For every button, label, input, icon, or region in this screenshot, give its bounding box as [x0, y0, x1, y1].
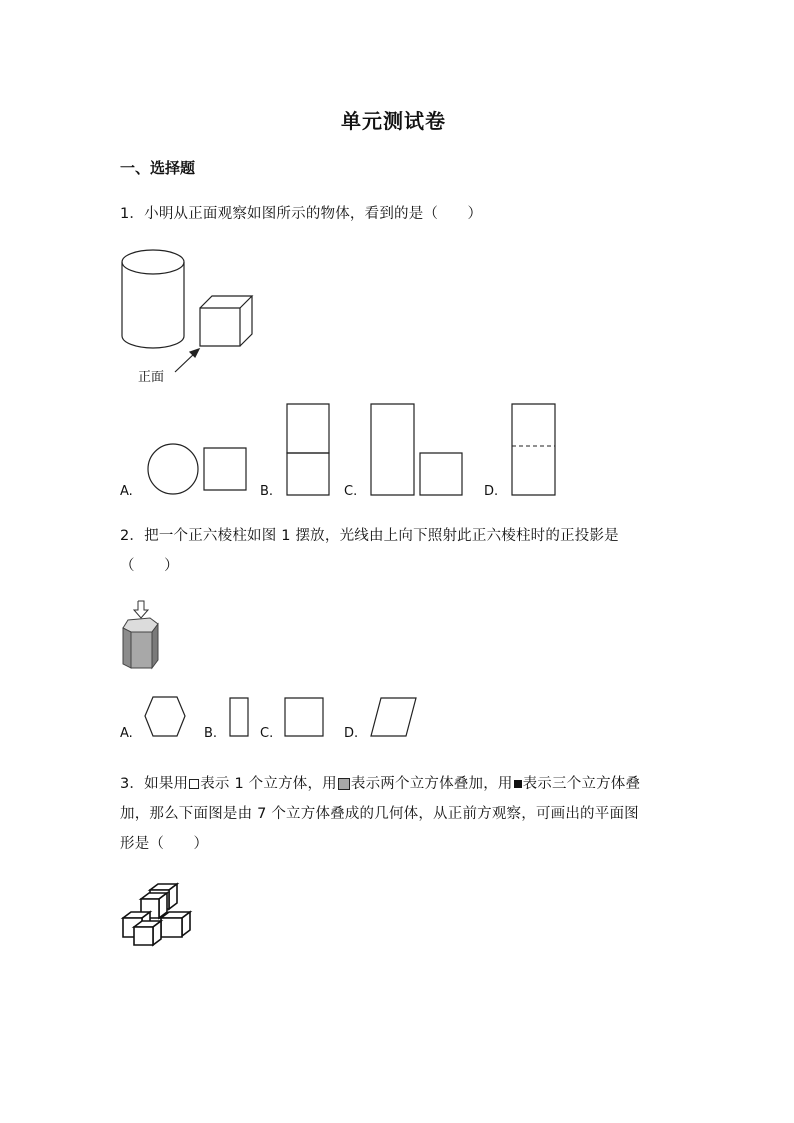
q3-text-a: 3．如果用 — [120, 776, 189, 792]
question-3-line-3: 形是（ ） — [120, 836, 209, 852]
question-3-line-2: 加，那么下面图是由 7 个立方体叠成的几何体，从正前方观察，可画出的平面图 — [120, 806, 639, 822]
q3-text-c: 表示两个立方体叠加，用 — [350, 776, 513, 792]
q3-text-b: 表示 1 个立方体，用 — [200, 776, 337, 792]
question-2-line-2: （ ） — [120, 558, 179, 574]
q1-option-c-label: C. — [344, 484, 358, 499]
q2-option-d-label: D. — [344, 726, 359, 741]
question-1-text: 1．小明从正面观察如图所示的物体，看到的是（ ） — [120, 206, 483, 222]
q1-option-a-label: A. — [120, 484, 133, 499]
q1-option-d-label: D. — [484, 484, 499, 499]
front-label: 正面 — [138, 370, 165, 385]
q1-option-b-label: B. — [260, 484, 274, 499]
page-title: 单元测试卷 — [341, 109, 446, 133]
q2-option-a-label: A. — [120, 726, 133, 741]
q3-text-d: 表示三个立方体叠 — [522, 776, 641, 792]
q2-option-b-label: B. — [204, 726, 218, 741]
question-2-line-1: 2．把一个正六棱柱如图 1 摆放，光线由上向下照射此正六棱柱时的正投影是 — [120, 528, 619, 544]
q2-option-c-label: C. — [260, 726, 274, 741]
section-heading: 一、选择题 — [120, 159, 196, 177]
